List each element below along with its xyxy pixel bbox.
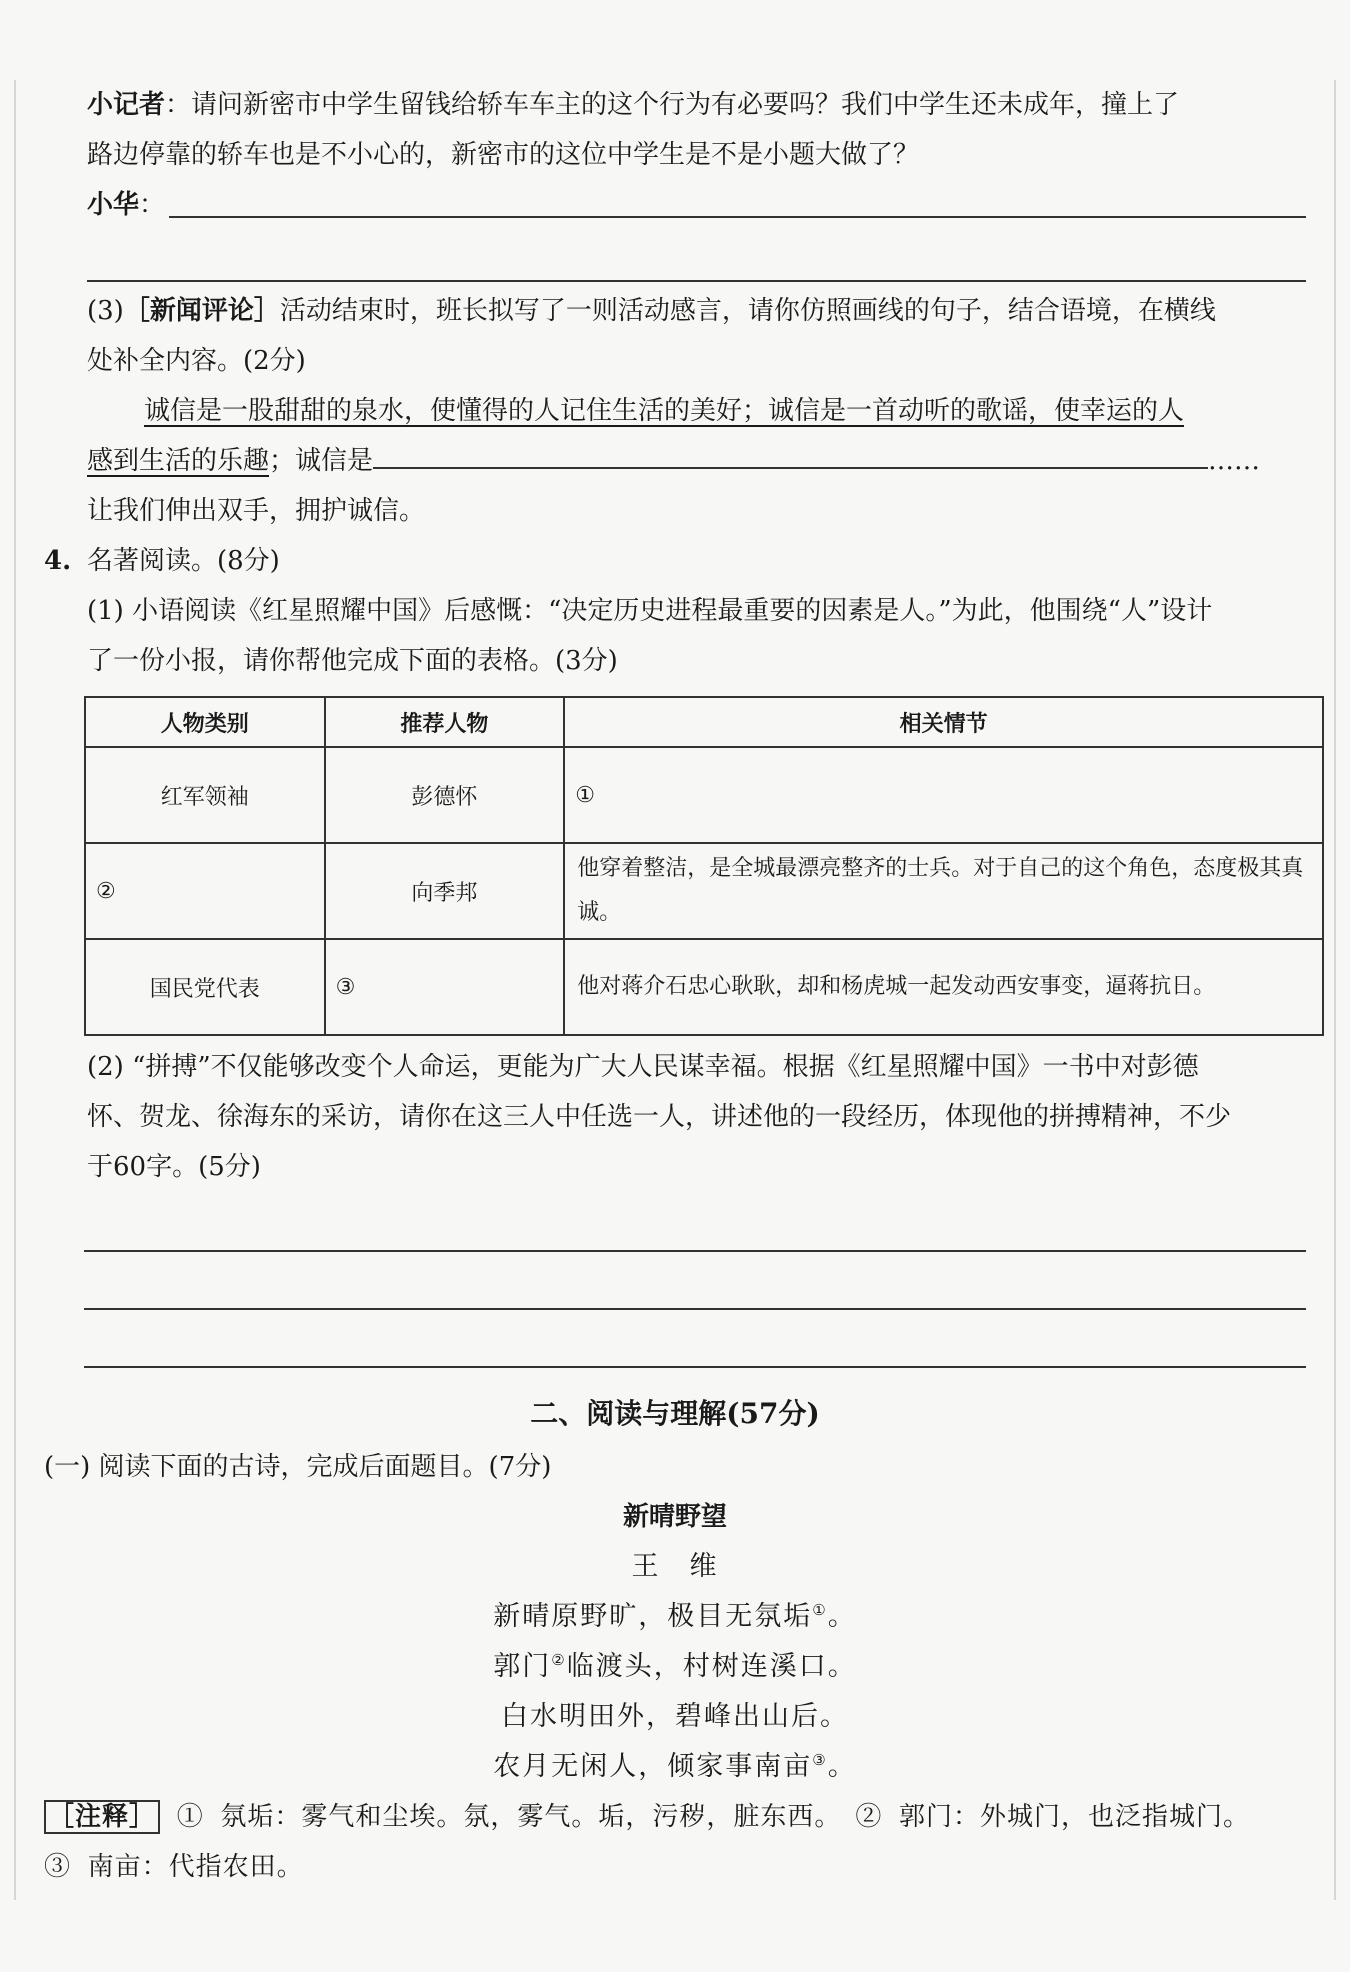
xiaohua-answer-row: 小华 ： bbox=[44, 180, 1306, 230]
note-mark: ③ bbox=[812, 1751, 828, 1769]
q4-1-line2: 了一份小报，请你帮他完成下面的表格。(3分) bbox=[87, 646, 618, 676]
page-edge-left bbox=[14, 80, 16, 1900]
table-row bbox=[85, 843, 1323, 939]
cell-plot-blank[interactable]: ① bbox=[564, 747, 1323, 843]
poem-title: 新晴野望 bbox=[622, 1502, 727, 1532]
q3-3-line2: 处补全内容。(2分) bbox=[87, 346, 306, 376]
q3-3-text: 活动结束时，班长拟写了一则活动感言，请你仿照画线的句子，结合语境，在横线 bbox=[279, 296, 1216, 326]
poem-line: 新晴原野旷，极目无氛垢①。 bbox=[493, 1601, 857, 1632]
answer-line[interactable] bbox=[84, 1252, 1306, 1310]
note-2: ② 郭门：外城门，也泛指城门。 bbox=[855, 1802, 1251, 1832]
cell-plot: 他穿着整洁，是全城最漂亮整齐的士兵。对于自己的这个角色，态度极其真诚。 bbox=[564, 843, 1323, 939]
closing-sentence: 让我们伸出双手，拥护诚信。 bbox=[87, 496, 426, 526]
q4-title: 名著阅读。(8分) bbox=[87, 546, 280, 576]
table-row bbox=[85, 939, 1323, 1035]
xiaohua-answer-blank[interactable] bbox=[169, 180, 1306, 218]
notes-line1 bbox=[44, 1792, 1306, 1842]
part1-instruction: (一) 阅读下面的古诗，完成后面题目。(7分) bbox=[44, 1452, 552, 1482]
q4-2-line3: 于60字。(5分) bbox=[87, 1152, 261, 1182]
cell-category-blank[interactable]: ② bbox=[85, 843, 325, 939]
header-plot: 相关情节 bbox=[564, 697, 1323, 747]
news-comment-tag: ［新闻评论］ bbox=[123, 296, 280, 326]
note-mark: ② bbox=[551, 1651, 567, 1669]
poem-line-text: 农月无闲人，倾家事南亩 bbox=[493, 1751, 813, 1782]
sample-sentence-line1: 诚信是一股甜甜的泉水，使懂得的人记住生活的美好；诚信是一首动听的歌谣，使幸运的人 bbox=[144, 396, 1185, 426]
q3-3-number: (3) bbox=[87, 296, 124, 326]
table-row bbox=[85, 747, 1323, 843]
header-person: 推荐人物 bbox=[325, 697, 565, 747]
poem-line-text: 新晴原野旷，极目无氛垢 bbox=[493, 1601, 813, 1632]
answer-line[interactable] bbox=[84, 1192, 1306, 1252]
ellipsis: …… bbox=[1208, 446, 1261, 476]
q4-2-line1: (2) “拼搏”不仅能够改变个人命运，更能为广大人民谋幸福。根据《红星照耀中国》一书中对彭德 bbox=[87, 1052, 1199, 1082]
q4-title-row bbox=[44, 536, 1306, 586]
notes-label: 注释 bbox=[75, 1802, 130, 1832]
sample-rest: ；诚信是 bbox=[269, 446, 374, 476]
xiaohua-answer-line2[interactable] bbox=[87, 230, 1306, 282]
exam-page bbox=[44, 80, 1306, 1892]
answer-line[interactable] bbox=[84, 1310, 1306, 1368]
poem-author: 王 维 bbox=[631, 1551, 719, 1582]
sample-underlined-end: 感到生活的乐趣 bbox=[87, 446, 270, 476]
notes-label-box: ［注释］ bbox=[44, 1800, 160, 1834]
section-title: 二、阅读与理解(57分) bbox=[530, 1397, 820, 1430]
reporter-question-line1 bbox=[44, 80, 1306, 130]
poem-line bbox=[44, 1642, 1306, 1692]
header-category: 人物类别 bbox=[85, 697, 325, 747]
notes-line2: ③ 南亩：代指农田。 bbox=[44, 1852, 304, 1882]
poem-line-text: 郭门 bbox=[493, 1651, 552, 1682]
cell-person: 彭德怀 bbox=[325, 747, 565, 843]
cell-person: 向季邦 bbox=[325, 843, 565, 939]
q4-number: 4. bbox=[44, 546, 72, 576]
q4-1-line1: (1) 小语阅读《红星照耀中国》后感慨：“决定历史进程最重要的因素是人。”为此，他围绕“人”设计 bbox=[87, 596, 1213, 626]
note-1: ① 氛垢：雾气和尘埃。氛，雾气。垢，污秽，脏东西。 bbox=[176, 1802, 829, 1832]
fill-in-blank[interactable] bbox=[373, 437, 1208, 469]
characters-table bbox=[84, 696, 1324, 1036]
table-header-row bbox=[85, 697, 1323, 747]
cell-category: 国民党代表 bbox=[85, 939, 325, 1035]
news-comment-tag-text: 新闻评论 bbox=[149, 296, 254, 326]
q3-3-line1 bbox=[44, 286, 1306, 336]
cell-plot: 他对蒋介石忠心耿耿，却和杨虎城一起发动西安事变，逼蒋抗日。 bbox=[564, 939, 1323, 1035]
q4-2-line2: 怀、贺龙、徐海东的采访，请你在这三人中任选一人，讲述他的一段经历，体现他的拼搏精神，不少 bbox=[87, 1102, 1232, 1132]
page-edge-right bbox=[1334, 80, 1336, 1900]
reporter-question-line2: 路边停靠的轿车也是不小心的，新密市的这位中学生是不是小题大做了？ bbox=[87, 140, 920, 170]
poem-line: 白水明田外，碧峰出山后。 bbox=[501, 1701, 849, 1732]
cell-category: 红军领袖 bbox=[85, 747, 325, 843]
sample-sentence-line2 bbox=[44, 436, 1306, 486]
reporter-text1: ：请问新密市中学生留钱给轿车车主的这个行为有必要吗？我们中学生还未成年，撞上了 bbox=[165, 90, 1180, 120]
poem-line-text: 临渡头，村树连溪口。 bbox=[566, 1651, 857, 1682]
xiaohua-label: 小华 bbox=[87, 190, 140, 220]
cell-person-blank[interactable]: ③ bbox=[325, 939, 565, 1035]
reporter-label: 小记者 bbox=[87, 90, 166, 120]
note-mark: ① bbox=[812, 1601, 828, 1619]
poem-line: 农月无闲人，倾家事南亩③。 bbox=[493, 1751, 857, 1782]
